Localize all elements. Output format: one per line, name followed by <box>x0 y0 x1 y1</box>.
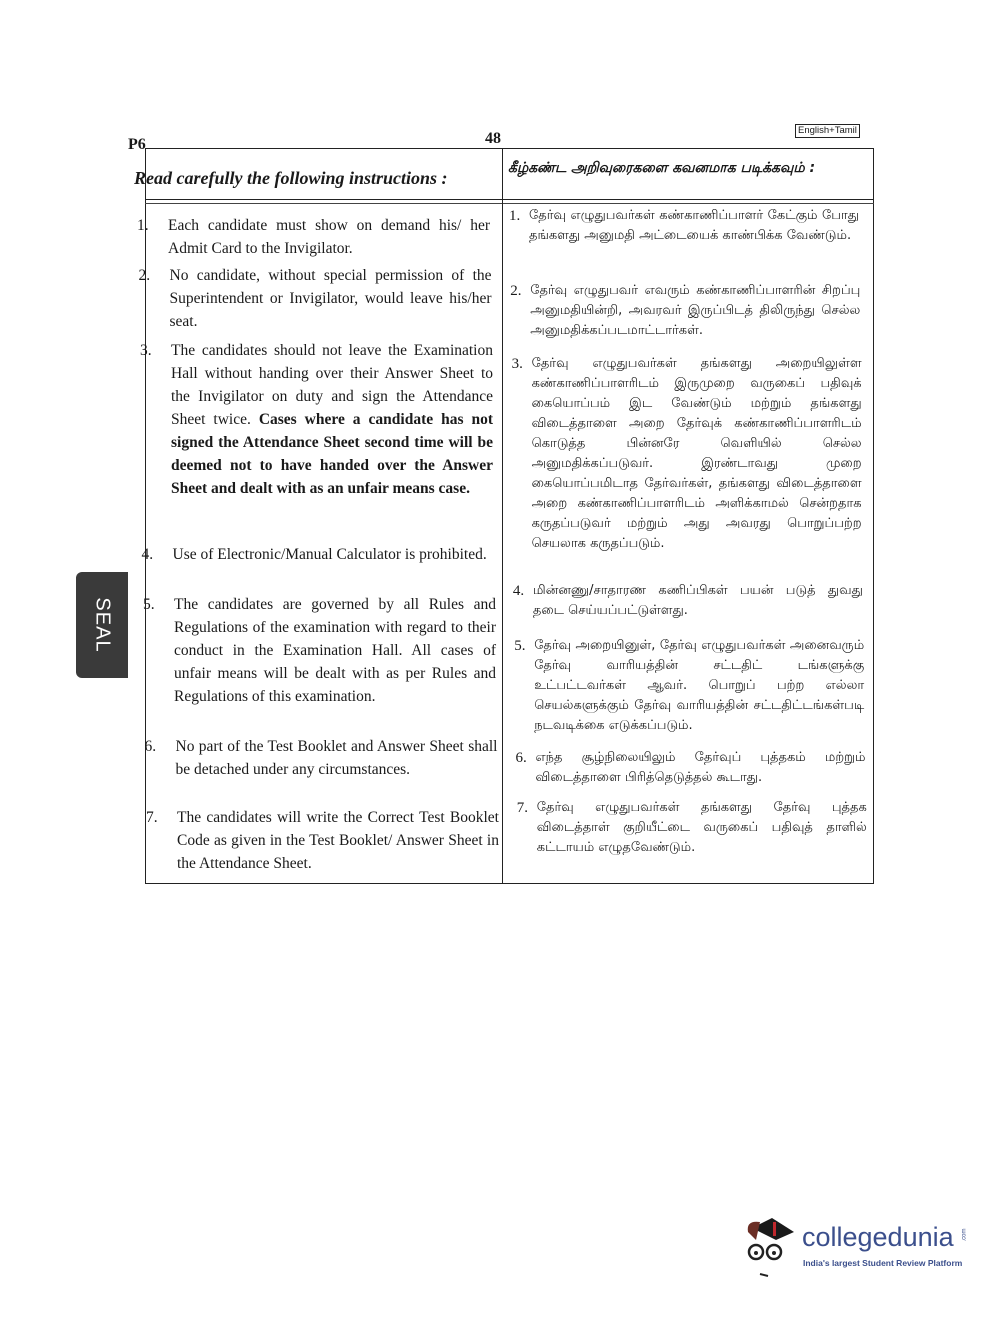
item-text <box>171 339 493 500</box>
tamil-heading: கீழ்கண்ட அறிவுரைகளை கவனமாக படிக்கவும் : <box>508 160 816 176</box>
item-text: தேர்வு எழுதுபவர்கள் தங்களது அறையிலுள்ள கண்காணிப்பாளரிடம் இருமுறை வருகைப் பதிவுக் கையொப்பம் இட வேண்டும் மற்றும் தங்களது விடைத்தாளை அறை தேர்வுக் கண்காணிப்பாளரிடம் கொடுத்த பின்னரே வெளியில் செல்ல அனுமதிக்கப்படுவர். இரண்டாவது முறை கையொப்பமிடாத தேர்வர்கள், தங்களது விடைத்தாளை அறை கண்காணிப்பாளரிடம் அளிக்காமல் சென்றதாக கருதப்படுவர் மற்றும் அது அவரது பொறுப்பற்ற செயலாக கருதப்படும். <box>531 356 862 551</box>
item-number: 1. <box>137 217 149 234</box>
item-text: மின்னணு/சாதாரண கணிப்பிகள் பயன் படுத் துவது தடை செய்யப்பட்டுள்ளது. <box>532 583 863 618</box>
item-text: தேர்வு எழுதுபவர்கள் கண்காணிப்பாளர் கேட்கும் போது தங்களது அனுமதி அட்டையைக் காண்பிக்க வேண்டும். <box>529 208 859 243</box>
collegedunia-mascot-icon <box>742 1210 802 1280</box>
item-text-normal: No candidate, without special permission of the Superintendent or Invigilator, would leave his/her seat. <box>169 267 492 330</box>
seal-label: SEAL <box>91 597 114 653</box>
item-number: 7. <box>516 800 529 816</box>
item-number: 4. <box>141 546 154 563</box>
item-text <box>177 806 499 875</box>
item-text-normal: The candidates will write the Correct Test Booklet Code as given in the Test Booklet/ Answer Sheet in the Attendance Sheet. <box>177 809 499 872</box>
item-text: தேர்வு அறையினுள், தேர்வு எழுதுபவர்கள் அனைவரும் தேர்வு வாரியத்தின் சட்டதிட் டங்களுக்கு உட்பட்டவர்கள் ஆவர். பொறுப் பற்ற எல்லா செயல்களுக்கும் தேர்வு வாரியத்தின் சட்டதிட்டங்கள்படி நடவடிக்கை எடுக்கப்படும். <box>534 638 865 733</box>
item-number: 2. <box>510 283 522 299</box>
item-number: 2. <box>138 267 151 284</box>
item-number: 5. <box>514 638 526 654</box>
item-text-normal: No part of the Test Booklet and Answer Sheet shall be detached under any circumstances. <box>175 738 498 778</box>
item-number: 1. <box>509 208 521 224</box>
item-text: எந்த சூழ்நிலையிலும் தேர்வுப் புத்தகம் மற்றும் விடைத்தாளை பிரித்தெடுத்தல் கூடாது. <box>535 750 866 785</box>
item-text-normal: Each candidate must show on demand his/ her Admit Card to the Invigilator. <box>168 217 490 257</box>
watermark-tagline: India's largest Student Review Platform <box>803 1258 963 1268</box>
item-number: 3. <box>511 356 523 372</box>
item-number: 7. <box>146 809 158 826</box>
item-number: 6. <box>515 750 527 766</box>
column-divider <box>502 148 503 884</box>
item-text-normal: The candidates should not leave the Examination Hall without handing over their Answer Sheet to the Invigilator on duty and sign the Attendance Sheet twice. <box>171 342 493 428</box>
item-number: 4. <box>512 583 525 599</box>
item-text-normal: Use of Electronic/Manual Calculator is prohibited. <box>172 546 487 563</box>
item-number: 5. <box>143 596 155 613</box>
item-text: தேர்வு எழுதுபவர்கள் தங்களது தேர்வு புத்தக விடைத்தாள் குறியீட்டை வருகைப் பதிவுத் தாளில் கட்டாயம் எழுதவேண்டும். <box>536 800 867 855</box>
header-divider <box>145 199 874 200</box>
paper-code: P6 <box>128 136 146 153</box>
item-text <box>174 593 496 708</box>
language-badge: English+Tamil <box>795 124 860 138</box>
item-text <box>176 735 498 781</box>
watermark-logo-suffix: .com <box>961 1228 968 1242</box>
item-number: 6. <box>144 738 157 755</box>
watermark-logo-text: collegedunia <box>802 1222 954 1252</box>
item-text <box>173 543 495 566</box>
item-text <box>168 214 490 260</box>
item-text-bold: Cases where a candidate has not signed the Attendance Sheet second time will be deemed not to have handed over the Answer Sheet and dealt with as an unfair means case. <box>171 411 493 497</box>
page-number: 48 <box>485 130 501 147</box>
seal-tab <box>76 572 128 678</box>
item-text: தேர்வு எழுதுபவர் எவரும் கண்காணிப்பாளரின் சிறப்பு அனுமதியின்றி, அவரவர் இருப்பிடத் திலிருந்து செல்ல அனுமதிக்கப்படமாட்டார்கள். <box>530 283 861 338</box>
item-text <box>170 264 492 333</box>
header-divider-inner <box>145 203 874 204</box>
item-number: 3. <box>140 342 152 359</box>
item-text-normal: The candidates are governed by all Rules and Regulations of the examination with regard to their conduct in the Examination Hall. All cases of unfair means will be dealt with as per Rules and Regulations of this examination. <box>174 596 496 705</box>
english-heading: Read carefully the following instructions : <box>134 168 448 188</box>
